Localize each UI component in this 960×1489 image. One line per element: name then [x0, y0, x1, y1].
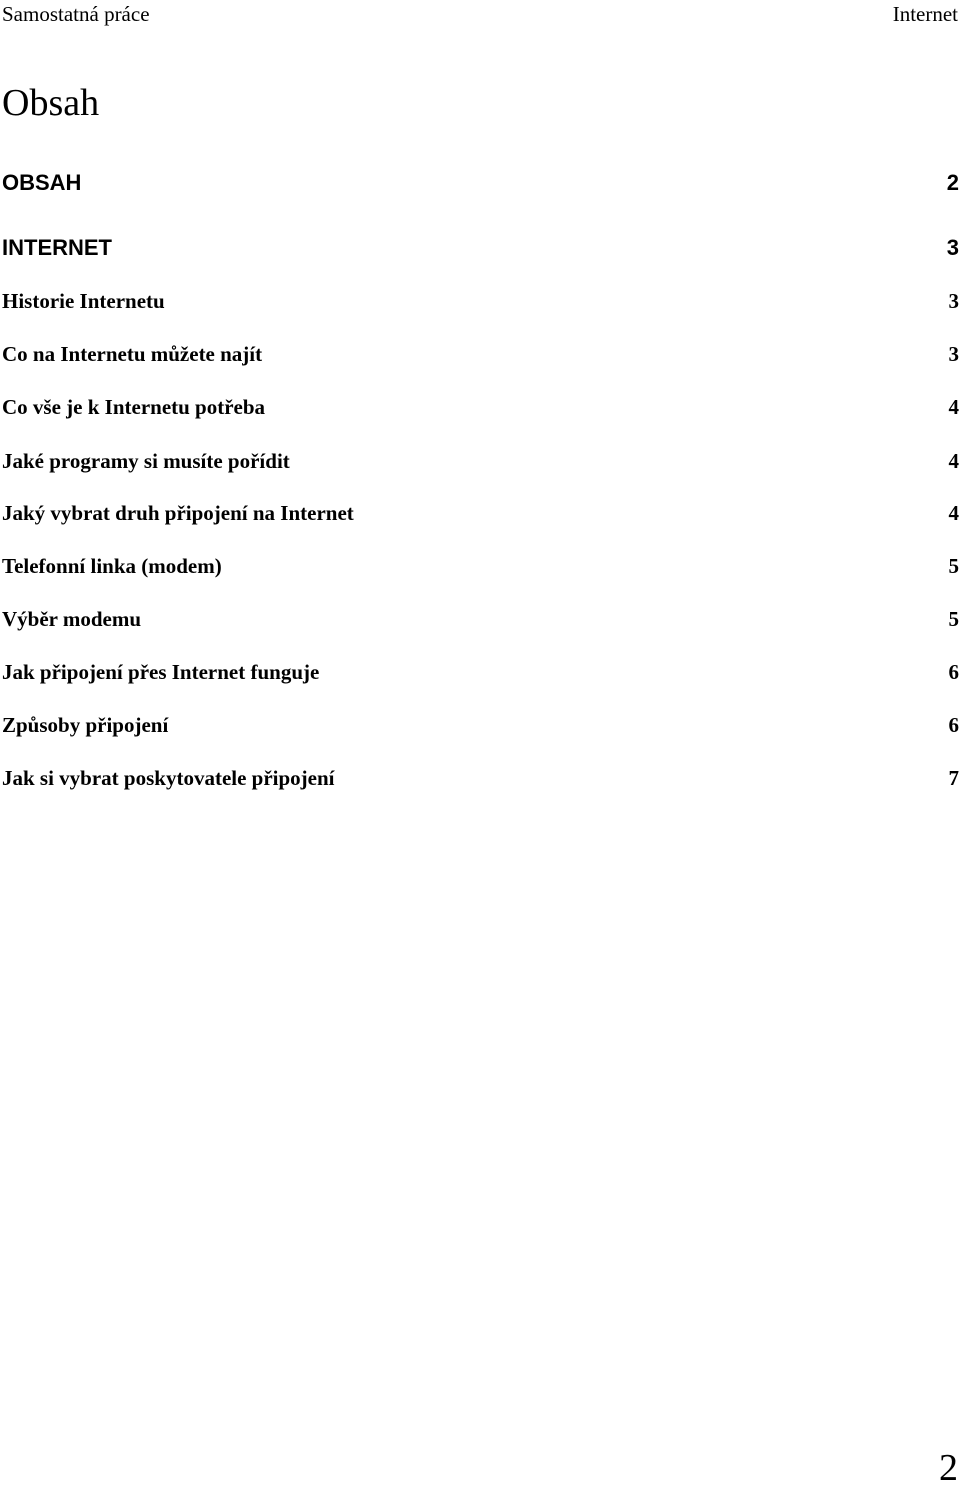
toc-entry-historie-internetu[interactable] [2, 286, 959, 316]
toc-entry-co-na-internetu[interactable] [2, 339, 959, 369]
toc-entry-page: 5 [948, 607, 959, 631]
header-document-type: Samostatná práce [2, 2, 150, 26]
toc-entry-druh-pripojeni[interactable] [2, 498, 959, 528]
toc-entry-text: Historie Internetu [2, 289, 165, 313]
toc-entry-page: 7 [948, 766, 959, 790]
toc-entry-page: 4 [948, 449, 959, 473]
toc-entry-text: Co na Internetu můžete najít [2, 342, 263, 366]
toc-entry-jak-pripojeni-funguje[interactable] [2, 657, 959, 687]
toc-entry-text: Výběr modemu [2, 607, 142, 631]
toc-entry-page: 4 [948, 501, 959, 525]
page-header [0, 0, 958, 28]
toc-entry-text: Jaký vybrat druh připojení na Internet [2, 501, 354, 525]
toc-entry-page: 4 [948, 395, 959, 419]
toc-entry-page: 6 [948, 713, 959, 737]
toc-entry-text: Způsoby připojení [2, 713, 169, 737]
toc-entry-zpusoby-pripojeni[interactable] [2, 710, 959, 740]
toc-entry-page: 5 [948, 554, 959, 578]
toc-entry-text: Jak si vybrat poskytovatele připojení [2, 766, 335, 790]
toc-entry-text: OBSAH [2, 170, 82, 195]
toc-entry-page: 3 [946, 235, 959, 260]
toc-entry-page: 6 [948, 660, 959, 684]
toc-entry-text: Co vše je k Internetu potřeba [2, 395, 266, 419]
page-title: Obsah [2, 82, 100, 124]
page-number: 2 [939, 1447, 958, 1489]
toc-entry-poskytovatel-pripojeni[interactable] [2, 763, 959, 793]
toc-entry-obsah[interactable] [2, 168, 959, 198]
toc-entry-internet[interactable] [2, 233, 959, 263]
toc-entry-vyber-modemu[interactable] [2, 604, 959, 634]
toc-entry-text: Jaké programy si musíte pořídit [2, 449, 290, 473]
toc-entry-jake-programy[interactable] [2, 446, 959, 476]
toc-entry-text: INTERNET [2, 235, 112, 260]
toc-entry-text: Jak připojení přes Internet funguje [2, 660, 320, 684]
toc-entry-page: 3 [948, 342, 959, 366]
toc-entry-page: 2 [946, 170, 959, 195]
toc-entry-telefonni-linka[interactable] [2, 551, 959, 581]
toc-entry-co-vse-je-potreba[interactable] [2, 392, 959, 422]
toc-entry-page: 3 [948, 289, 959, 313]
header-topic: Internet [892, 2, 958, 26]
toc-entry-text: Telefonní linka (modem) [2, 554, 222, 578]
